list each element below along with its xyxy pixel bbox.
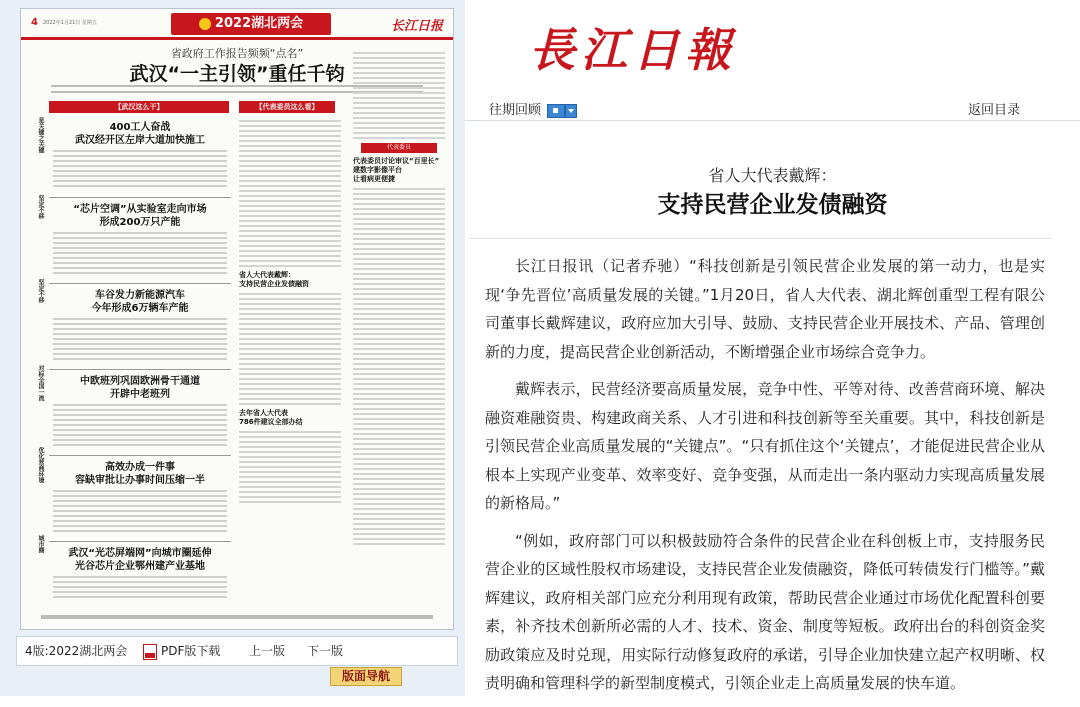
mini-article-head[interactable]: 代表委员讨论审议“百里长” 建数字影像平台 让看病更便捷 — [353, 157, 440, 183]
story-block[interactable] — [49, 285, 231, 370]
story-title: 高效办成一件事 容缺审批让办事时间压缩一半 — [75, 462, 205, 486]
story-title: “芯片空调”从实验室走向市场 形成200万只产能 — [73, 204, 207, 228]
side-tag: 城市圈 — [37, 535, 44, 553]
chevron-down-icon[interactable] — [565, 104, 577, 118]
edition-label: 4版:2022湖北两会 — [25, 644, 128, 658]
article-kicker: 省人大代表戴辉： — [708, 166, 837, 185]
middle-column — [237, 117, 343, 589]
calendar-icon[interactable] — [547, 104, 565, 118]
paper-dateline: 2022年1月21日 星期五 — [43, 20, 97, 26]
article-paragraph: 戴辉表示，民营经济要高质量发展，竞争中性、平等对待、改善营商环境、解决融资难融资贵、构建政商关系、人才引进和科技创新等至关重要。其中，科技创新是引领民营企业高质量发展的“关键点”。“只有抓住这个‘关键点’，才能促进民营企业从根本上实现产业变革、效率变好、竞争变强，从而走出一条内驱动力实现高质量发展的新格局。” — [485, 380, 1045, 512]
article-paragraph: “例如，政府部门可以积极鼓励符合条件的民营企业在科创板上市，支持服务民营企业的区域性股权市场建设，支持民营企业发债融资，降低可转债发行门槛等。”戴辉建议，政府相关部门应充分利用现有政策，帮助民营企业通过市场优化配置科创要素，补齐技术创新所必需的人才、技术、资金、制度等短板。政府出台的科创资金奖励政策应及时兑现，用实际行动修复政府的承诺，引导企业加快建立起产权明晰、权责明确和管理科学的新型制度模式，引领企业走上高质量发展的快车道。 — [485, 531, 1045, 692]
right-column — [351, 49, 447, 589]
back-to-contents-link[interactable]: 返回目录 — [968, 103, 1021, 118]
story-title: 车谷发力新能源汽车 今年形成6万辆车产能 — [91, 290, 189, 314]
lead-headline[interactable]: 武汉“一主引领”重任千钧 — [129, 63, 345, 85]
side-tag: 是关键之关键 — [37, 117, 44, 153]
paper-banner — [171, 13, 331, 35]
section-bar-deputies: 【代表委员这么看】 — [239, 101, 335, 113]
story-block[interactable] — [49, 543, 231, 603]
story-column — [49, 117, 231, 589]
side-tag: 坚定不移 — [37, 279, 44, 303]
side-tag: 坚定不移 — [37, 195, 44, 219]
section-bar-wuhan: 【武汉这么干】 — [49, 101, 229, 113]
paper-mini-logo: 长江日报 — [390, 19, 443, 34]
story-block[interactable] — [49, 199, 231, 284]
mini-article-head[interactable]: 去年省人大代表 786件建议全部办结 — [239, 409, 303, 426]
story-title: 400工人奋战 武汉经开区左岸大道加快施工 — [75, 122, 205, 146]
article-paragraph: 长江日报讯（记者乔驰）“科技创新是引领民营企业发展的第一动力，也是实现‘争先晋位’高质量发展的关键。”1月20日，省人大代表、湖北辉创重型工程有限公司董事长戴辉建议，政府应加大引导、鼓励、支持民营企业开展技术、产品、管理创新的力度，提高民营企业创新活动，不断增强企业市场综合竞争力。 — [485, 257, 1045, 361]
page-nav-button[interactable]: 版面导航 — [330, 667, 402, 686]
paper-footer — [41, 615, 433, 619]
side-tag: 对标全国一流 — [37, 365, 44, 401]
side-tag: 优化营商环境 — [37, 447, 44, 483]
story-title: 武汉“光芯屏端网”向城市圈延伸 光谷芯片企业鄂州建产业基地 — [68, 548, 212, 572]
story-block[interactable] — [49, 457, 231, 542]
pdf-icon — [143, 644, 157, 660]
emblem-icon — [199, 18, 211, 30]
paper-page-number: 4 — [31, 17, 38, 28]
story-block[interactable] — [49, 371, 231, 456]
story-block[interactable] — [49, 117, 231, 198]
mini-red-label: 代表委员 — [361, 143, 437, 153]
article-headline: 支持民营企业发债融资 — [657, 192, 888, 218]
next-page-link[interactable]: 下一版 — [307, 644, 344, 658]
side-tags — [27, 117, 45, 593]
divider — [469, 238, 1052, 239]
newspaper-logo: 長江日報 — [529, 23, 737, 77]
newspaper-page-image[interactable] — [20, 8, 454, 630]
mini-article-head[interactable]: 省人大代表戴辉： 支持民营企业发债融资 — [239, 271, 309, 288]
story-title: 中欧班列巩固欧洲骨干通道 开辟中老班列 — [80, 376, 200, 400]
prev-page-link[interactable]: 上一版 — [249, 644, 286, 658]
divider — [465, 120, 1080, 121]
lead-kicker: 省政府工作报告频频“点名” — [170, 47, 304, 60]
newspaper-pane — [0, 0, 465, 696]
edition-nav-bar — [16, 636, 458, 666]
pdf-download-link[interactable]: PDF版下载 — [143, 637, 220, 665]
banner-text: 2022湖北两会 — [214, 16, 304, 31]
article-body — [485, 252, 1045, 707]
archive-link[interactable] — [489, 99, 577, 118]
article-pane — [465, 0, 1080, 696]
archive-link-label[interactable]: 往期回顾 — [489, 103, 542, 118]
paper-header — [21, 9, 453, 40]
